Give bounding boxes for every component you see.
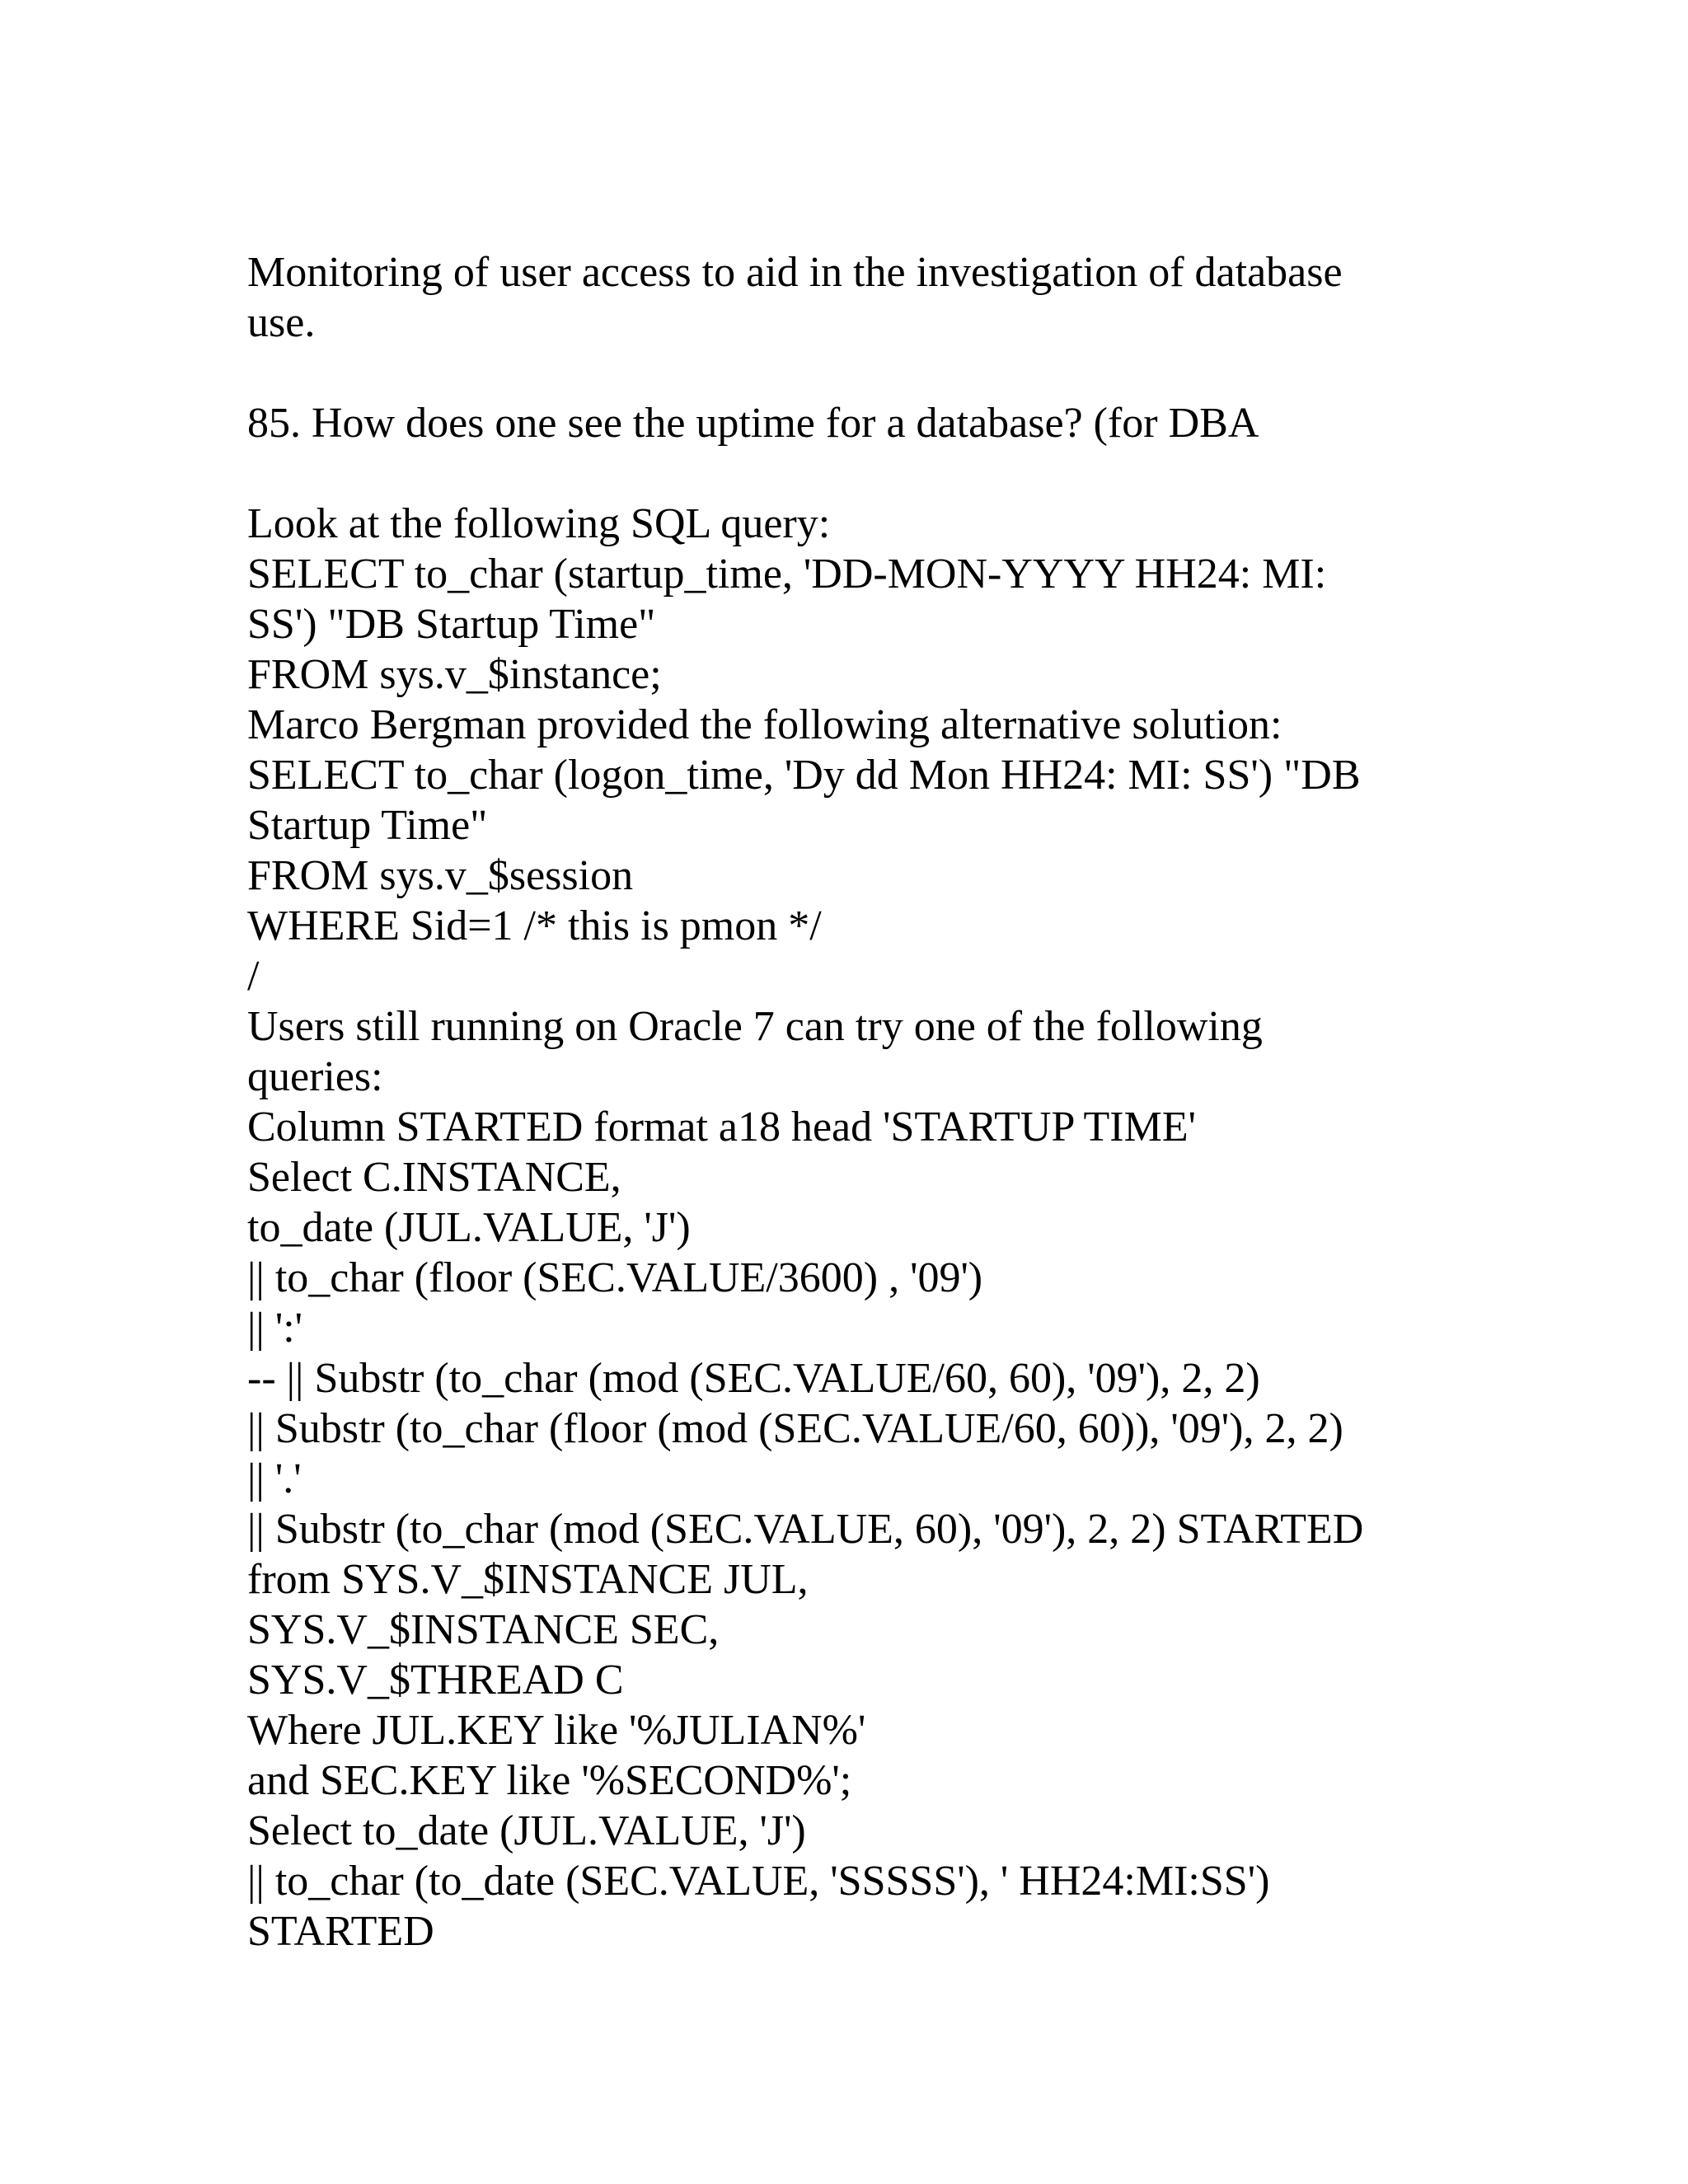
sql-line: Startup Time" bbox=[247, 802, 488, 849]
sql-line: -- || Substr (to_char (mod (SEC.VALUE/60, 60), '09'), 2, 2) bbox=[247, 1355, 1260, 1402]
sql-line: || Substr (to_char (mod (SEC.VALUE, 60), '09'), 2, 2) STARTED bbox=[247, 1506, 1364, 1553]
sql-line: || to_char (to_date (SEC.VALUE, 'SSSSS'), ' HH24:MI:SS') bbox=[247, 1858, 1270, 1905]
body-line: Marco Bergman provided the following alternative solution: bbox=[247, 701, 1282, 748]
sql-line: Column STARTED format a18 head 'STARTUP TIME' bbox=[247, 1104, 1196, 1151]
body-line: queries: bbox=[247, 1053, 383, 1100]
sql-line: Select C.INSTANCE, bbox=[247, 1154, 621, 1201]
paragraph-gap bbox=[247, 448, 1484, 499]
sql-line: SELECT to_char (startup_time, 'DD-MON-YYYY HH24: MI: bbox=[247, 551, 1327, 598]
paragraph-gap bbox=[247, 348, 1484, 398]
sql-line: SYS.V_$INSTANCE SEC, bbox=[247, 1606, 720, 1653]
sql-line: SYS.V_$THREAD C bbox=[247, 1657, 624, 1704]
sql-line: Select to_date (JUL.VALUE, 'J') bbox=[247, 1807, 806, 1854]
intro-line: use. bbox=[247, 299, 316, 346]
sql-line: || to_char (floor (SEC.VALUE/3600) , '09') bbox=[247, 1254, 983, 1301]
sql-line: from SYS.V_$INSTANCE JUL, bbox=[247, 1556, 809, 1603]
sql-line: || '.' bbox=[247, 1455, 302, 1502]
sql-line: FROM sys.v_$session bbox=[247, 852, 634, 899]
question-heading: 85. How does one see the uptime for a database? (for DBA bbox=[247, 400, 1259, 447]
sql-line: SELECT to_char (logon_time, 'Dy dd Mon HH24: MI: SS') "DB bbox=[247, 752, 1361, 799]
sql-line: || ':' bbox=[247, 1305, 303, 1352]
body-line: Look at the following SQL query: bbox=[247, 500, 831, 547]
sql-line: SS') "DB Startup Time" bbox=[247, 601, 656, 648]
intro-line: Monitoring of user access to aid in the investigation of database bbox=[247, 249, 1343, 296]
sql-line: FROM sys.v_$instance; bbox=[247, 651, 662, 698]
sql-line: to_date (JUL.VALUE, 'J') bbox=[247, 1204, 691, 1251]
sql-line: || Substr (to_char (floor (mod (SEC.VALUE/60, 60)), '09'), 2, 2) bbox=[247, 1405, 1343, 1452]
sql-line: Where JUL.KEY like '%JULIAN%' bbox=[247, 1707, 866, 1754]
body-line: Users still running on Oracle 7 can try one of the following bbox=[247, 1003, 1263, 1050]
document-page bbox=[247, 247, 1484, 1957]
sql-line: / bbox=[247, 953, 260, 1000]
sql-line: WHERE Sid=1 /* this is pmon */ bbox=[247, 902, 822, 949]
sql-line: STARTED bbox=[247, 1908, 434, 1955]
sql-line: and SEC.KEY like '%SECOND%'; bbox=[247, 1757, 852, 1804]
